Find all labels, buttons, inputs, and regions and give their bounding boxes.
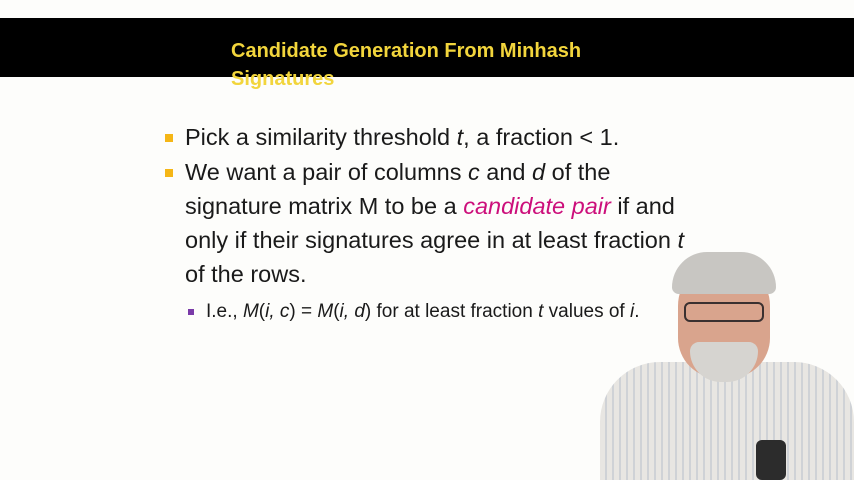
bullet-1 [185,120,705,154]
presenter-glasses [684,302,764,322]
sub-var-m1: M [242,301,259,322]
bullet-2-text-5: of the rows. [185,261,307,287]
bullet-2-var-c: c [468,159,480,185]
sub-text-5: ) for at least fraction [364,301,539,322]
bullet-2-text-2: and [479,159,533,185]
bullet-1-text-b: , a fraction < 1. [463,124,620,150]
title-line-1: Candidate Generation From Minhash [231,40,582,62]
bullet-2-text-3: of the signature matrix M to be a [185,159,611,219]
bullet-2-var-d: d [532,159,546,185]
sub-var-i: i [629,301,635,322]
sub-text-3: ) = [289,301,318,322]
sub-text-4: ( [333,301,340,322]
sub-text-6: values of [543,301,630,322]
microphone-icon [756,440,786,480]
sub-var-id: i, d [339,301,365,322]
candidate-pair-highlight: candidate pair [463,193,611,219]
bullet-marker-2 [165,169,173,177]
title-line-2: Signatures [231,68,335,90]
slide-title [231,37,651,93]
sub-var-ic: i, c [265,301,290,322]
bullet-1-text-a: Pick a similarity threshold [185,124,457,150]
sub-text-2: ( [258,301,266,322]
presenter-video [580,250,854,480]
bullet-1-var-t: t [456,124,464,150]
bullet-marker-1 [165,134,173,142]
sub-bullet-marker [188,309,194,315]
title-bar [0,18,854,90]
presenter-hair [672,252,776,294]
bullet-2-text-4: if and only if their signatures agree in at least fraction [185,193,678,253]
sub-text-1: I.e., [206,301,243,322]
sub-text-7: . [634,301,640,322]
bullet-2-text-1: We want a pair of columns [185,159,468,185]
bullet-2-var-t: t [677,227,684,253]
sub-var-t: t [538,301,544,322]
sub-var-m2: M [317,301,334,322]
